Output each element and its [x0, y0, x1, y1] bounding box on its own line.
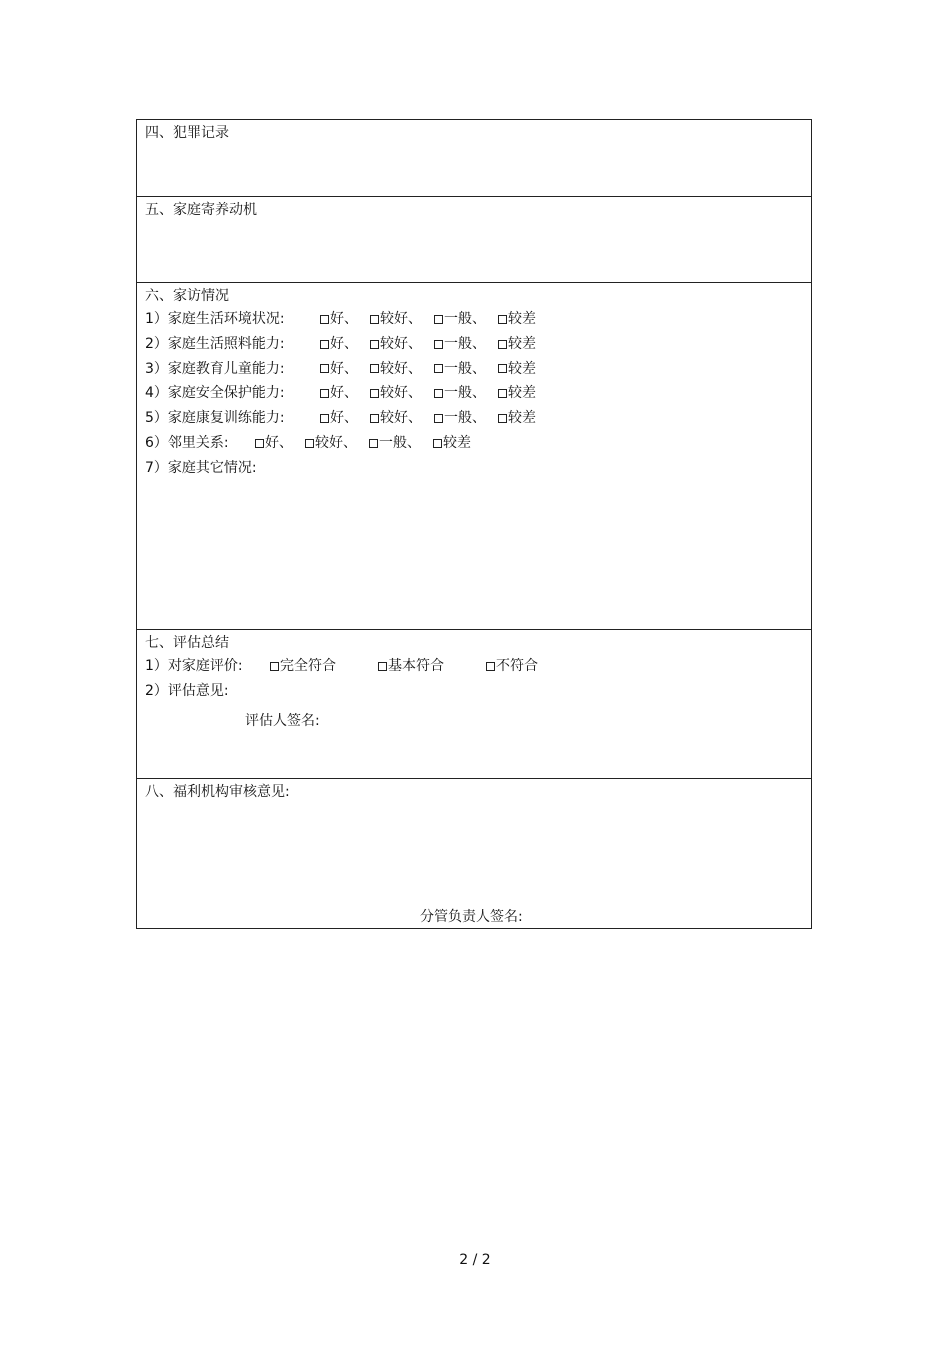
assessor-signature-label: 评估人签名: [245, 713, 320, 729]
checkbox-icon[interactable] [434, 389, 443, 398]
section-title: 六、家访情况 [145, 288, 229, 304]
home-visit-rows [145, 307, 803, 456]
rating-option[interactable] [498, 307, 536, 332]
row-label: 6）邻里关系: [145, 434, 229, 451]
option-label: 较差 [443, 434, 471, 451]
checkbox-icon[interactable] [370, 414, 379, 423]
evaluation-option[interactable] [378, 654, 444, 679]
checkbox-icon[interactable] [370, 364, 379, 373]
option-label: 较差 [508, 385, 536, 402]
home-visit-row [145, 431, 803, 456]
checkbox-icon[interactable] [486, 662, 495, 671]
option-separator: 、 [344, 335, 358, 352]
rating-option[interactable] [434, 307, 498, 332]
home-visit-row [145, 381, 803, 406]
option-label: 好 [330, 311, 344, 327]
rating-option[interactable] [498, 381, 536, 406]
option-separator: 、 [407, 434, 421, 451]
checkbox-icon[interactable] [498, 315, 507, 324]
option-label: 较差 [508, 410, 536, 427]
row-label: 2）家庭生活照料能力: [145, 335, 285, 352]
family-evaluation-options [270, 654, 580, 679]
row-label: 4）家庭安全保护能力: [145, 385, 285, 402]
checkbox-icon[interactable] [378, 662, 387, 671]
option-label: 一般 [444, 385, 472, 402]
checkbox-icon[interactable] [434, 340, 443, 349]
checkbox-icon[interactable] [369, 439, 378, 448]
rating-option[interactable] [434, 406, 498, 431]
checkbox-icon[interactable] [498, 364, 507, 373]
option-separator: 、 [472, 385, 486, 402]
rating-option[interactable] [369, 431, 433, 456]
option-separator: 、 [279, 434, 293, 451]
option-label: 一般 [444, 335, 472, 352]
section-title: 七、评估总结 [145, 635, 229, 651]
evaluation-option[interactable] [270, 654, 336, 679]
section-criminal-record [137, 120, 811, 196]
option-label: 好 [265, 434, 279, 451]
option-label: 好 [330, 385, 344, 402]
row-label: 5）家庭康复训练能力: [145, 410, 285, 427]
checkbox-icon[interactable] [320, 389, 329, 398]
rating-option[interactable] [370, 406, 434, 431]
checkbox-icon[interactable] [320, 315, 329, 324]
option-separator: 、 [344, 385, 358, 402]
checkbox-icon[interactable] [498, 340, 507, 349]
home-visit-row [145, 357, 803, 382]
family-evaluation-row [145, 654, 803, 679]
option-separator: 、 [408, 385, 422, 402]
option-label: 较差 [508, 360, 536, 377]
option-label: 较好 [380, 410, 408, 427]
option-label: 一般 [444, 360, 472, 377]
rating-option[interactable] [320, 406, 370, 431]
option-separator: 、 [408, 335, 422, 352]
assessment-form-table [136, 119, 812, 929]
section-foster-motivation [137, 196, 811, 282]
checkbox-icon[interactable] [305, 439, 314, 448]
option-separator: 、 [344, 360, 358, 377]
checkbox-icon[interactable] [320, 364, 329, 373]
section-title: 八、福利机构审核意见: [145, 784, 290, 800]
rating-option[interactable] [370, 332, 434, 357]
rating-option[interactable] [498, 357, 536, 382]
home-visit-row [145, 307, 803, 332]
option-separator: 、 [344, 311, 358, 327]
section-title: 四、犯罪记录 [145, 125, 229, 141]
option-separator: 、 [472, 410, 486, 427]
checkbox-icon[interactable] [320, 340, 329, 349]
rating-option[interactable] [320, 357, 370, 382]
option-label: 较好 [380, 385, 408, 402]
section-institution-review [137, 778, 811, 928]
option-label: 较好 [380, 360, 408, 377]
rating-option[interactable] [320, 381, 370, 406]
rating-option[interactable] [255, 431, 305, 456]
section-home-visit [137, 282, 811, 629]
option-label: 不符合 [496, 658, 538, 674]
option-separator: 、 [408, 311, 422, 327]
rating-option[interactable] [433, 431, 471, 456]
rating-option[interactable] [320, 332, 370, 357]
option-separator: 、 [408, 360, 422, 377]
option-label: 完全符合 [280, 658, 336, 674]
rating-option[interactable] [370, 307, 434, 332]
family-evaluation-label: 1）对家庭评价: [145, 658, 243, 674]
option-label: 一般 [379, 434, 407, 451]
checkbox-icon[interactable] [498, 414, 507, 423]
option-separator: 、 [472, 360, 486, 377]
rating-option[interactable] [320, 307, 370, 332]
checkbox-icon[interactable] [370, 389, 379, 398]
option-label: 较好 [315, 434, 343, 451]
section-assessment-summary [137, 629, 811, 778]
option-label: 一般 [444, 410, 472, 427]
checkbox-icon[interactable] [434, 364, 443, 373]
home-visit-row [145, 406, 803, 431]
row-label: 1）家庭生活环境状况: [145, 311, 285, 327]
checkbox-icon[interactable] [433, 439, 442, 448]
option-label: 一般 [444, 311, 472, 327]
row-label: 3）家庭教育儿童能力: [145, 360, 285, 377]
rating-option[interactable] [434, 332, 498, 357]
rating-option[interactable] [498, 332, 536, 357]
rating-option[interactable] [498, 406, 536, 431]
checkbox-icon[interactable] [370, 340, 379, 349]
option-separator: 、 [472, 335, 486, 352]
rating-option[interactable] [370, 357, 434, 382]
rating-option[interactable] [434, 357, 498, 382]
rating-option[interactable] [434, 381, 498, 406]
option-label: 好 [330, 410, 344, 427]
rating-option[interactable] [305, 431, 369, 456]
home-visit-row [145, 332, 803, 357]
other-situation-label: 7）家庭其它情况: [145, 459, 257, 476]
checkbox-icon[interactable] [320, 414, 329, 423]
assessment-opinion-label: 2）评估意见: [145, 682, 229, 699]
checkbox-icon[interactable] [434, 414, 443, 423]
checkbox-icon[interactable] [270, 662, 279, 671]
option-label: 较差 [508, 311, 536, 327]
supervisor-signature-label: 分管负责人签名: [420, 909, 523, 925]
rating-option[interactable] [370, 381, 434, 406]
checkbox-icon[interactable] [370, 315, 379, 324]
option-label: 较好 [380, 335, 408, 352]
option-label: 基本符合 [388, 658, 444, 674]
option-label: 好 [330, 335, 344, 352]
option-label: 较好 [380, 311, 408, 327]
option-separator: 、 [344, 410, 358, 427]
checkbox-icon[interactable] [255, 439, 264, 448]
checkbox-icon[interactable] [434, 315, 443, 324]
option-label: 较差 [508, 335, 536, 352]
evaluation-option[interactable] [486, 654, 538, 679]
checkbox-icon[interactable] [498, 389, 507, 398]
section-title: 五、家庭寄养动机 [145, 202, 257, 218]
option-separator: 、 [408, 410, 422, 427]
page-number: 2 / 2 [459, 1252, 491, 1268]
option-separator: 、 [343, 434, 357, 451]
option-label: 好 [330, 360, 344, 377]
option-separator: 、 [472, 311, 486, 327]
